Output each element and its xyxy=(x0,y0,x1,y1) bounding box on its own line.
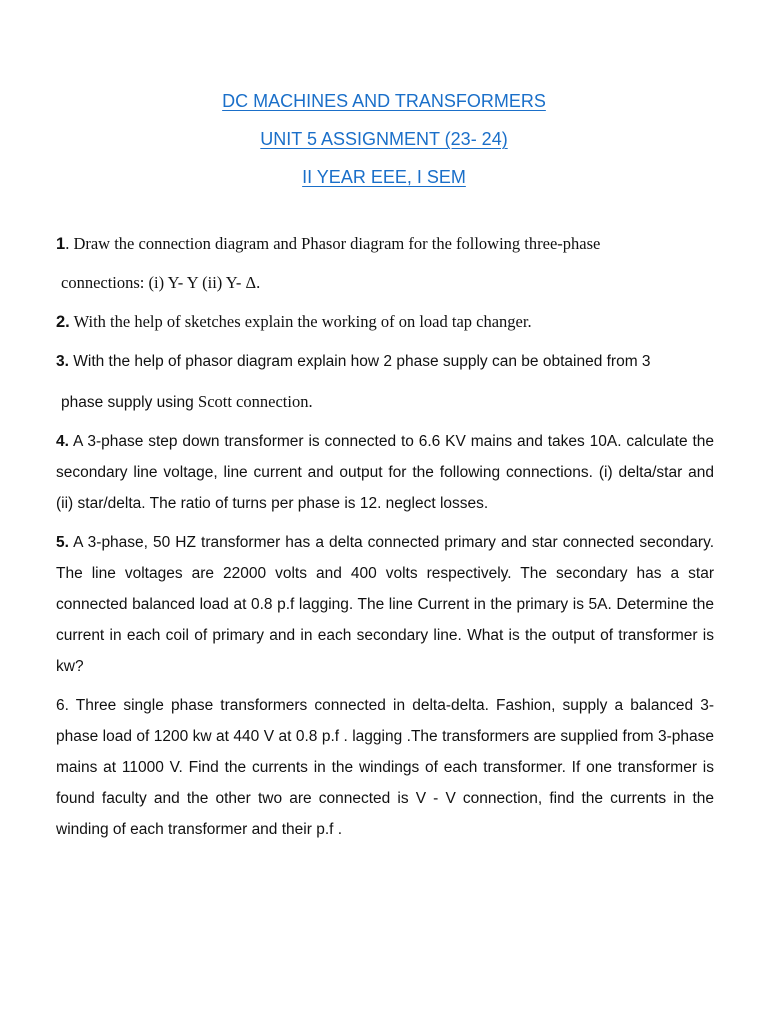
question-6 xyxy=(56,690,714,845)
question-text-continued: connections: (i) Y- Y (ii) Y- Δ. xyxy=(61,273,261,292)
scott-connection-text: Scott connection. xyxy=(198,392,313,411)
question-number: 5. xyxy=(56,534,69,551)
document-header xyxy=(0,88,768,202)
question-number: 4. xyxy=(56,433,69,450)
question-2 xyxy=(56,306,714,338)
question-3 xyxy=(56,346,714,418)
question-1 xyxy=(56,228,714,298)
question-text: A 3-phase step down transformer is connected to 6.6 KV mains and takes 10A. calculate the secondary line voltage, line current and output for the following connections. (i) delta/star and (ii) star/delta. The ratio of turns per phase is 12. neglect losses. xyxy=(56,433,714,512)
question-4 xyxy=(56,426,714,519)
question-number: 3. xyxy=(56,353,69,370)
question-text: With the help of phasor diagram explain how 2 phase supply can be obtained from 3 xyxy=(68,353,651,370)
question-text: . Draw the connection diagram and Phasor diagram for the following three-phase xyxy=(65,234,601,253)
assignment-title: UNIT 5 ASSIGNMENT (23- 24) xyxy=(260,129,508,149)
question-text: Three single phase transformers connected in delta-delta. Fashion, supply a balanced 3-phase load of 1200 kw at 440 V at 0.8 p.f . lagging .The transformers are supplied from 3-phase mains at 11000 V. Find the currents in the windings of each transformer. If one transformer is found faculty and the other two are connected is V - V connection, find the currents in the winding of each transformer and their p.f . xyxy=(56,697,714,838)
question-text: A 3-phase, 50 HZ transformer has a delta connected primary and star connected secondary. The line voltages are 22000 volts and 400 volts respectively. The secondary has a star connected balanced load at 0.8 p.f lagging. The line Current in the primary is 5A. Determine the current in each coil of primary and in each secondary line. What is the output of transformer is kw? xyxy=(56,534,714,675)
class-title: II YEAR EEE, I SEM xyxy=(302,167,466,187)
question-text: With the help of sketches explain the working of on load tap changer. xyxy=(69,312,532,331)
question-number: 2. xyxy=(56,313,70,331)
course-title: DC MACHINES AND TRANSFORMERS xyxy=(222,91,546,111)
question-5 xyxy=(56,527,714,682)
question-number: 6. xyxy=(56,697,69,714)
question-text-continued: phase supply using xyxy=(61,394,199,411)
question-list xyxy=(56,228,714,853)
question-number: 1 xyxy=(56,235,66,253)
